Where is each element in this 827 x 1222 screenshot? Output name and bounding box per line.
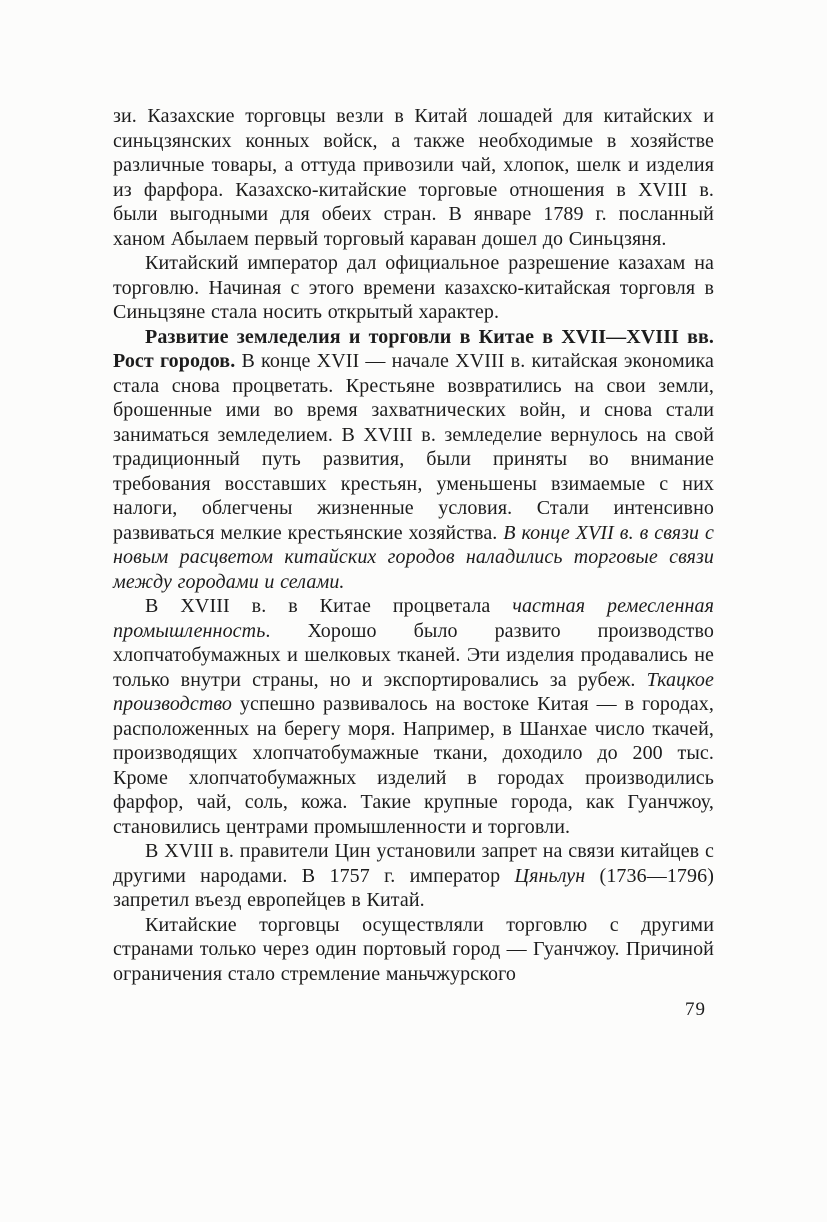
section-heading-run: Развитие земледелия и торговли в Китае в XVII—XVIII вв. Рост городов. — [113, 325, 714, 372]
page-number: 79 — [685, 999, 706, 1020]
text-block — [113, 104, 714, 1021]
paragraph-qing-ban — [113, 839, 714, 913]
text-run: В конце XVII — начале XVIII в. китайская экономика стала снова процветать. Крестьяне возвратились на свои земли, брошенные ими во время захватнических войн, и снова стали заниматься земледелием. В XVIII в. земледелие вернулось на свой традиционный путь развития, были приняты во внимание требования восставших крестьян, уменьшены взимаемые с них налоги, облегчены жизненные условия. Стали интенсивно развиваться мелкие крестьянские хозяйства. — [113, 350, 715, 544]
text-run: успешно развивалось на востоке Китая — в городах, расположенных на берегу моря. Например, в Шанхае число ткачей, производящих хлопчатобумажные ткани, доходило до 200 тыс. Кроме хлопчатобумажных изделий в городах производились фарфор, чай, соль, кожа. Такие крупные города, как Гуанчжоу, становились центрами промышленности и торговли. — [113, 693, 714, 838]
paragraph-kazakh-trade — [113, 104, 714, 251]
text-run-italic: В конце XVII в. в связи с новым расцветом китайских городов наладились торговые связи между городами и селами. — [113, 521, 714, 593]
text-run: . Хорошо было развито производство хлопчатобумажных и шелковых тканей. Эти изделия продавались не только внутри страны, но и экспортировались за рубеж. — [113, 619, 714, 691]
text-run: Китайские торговцы осуществляли торговлю с другими странами только через один портовый город — Гуанчжоу. Причиной ограничения стало стремление маньчжурского — [113, 913, 714, 985]
text-run: (1736—1796) запретил въезд европейцев в Китай. — [113, 864, 714, 911]
paragraph-private-industry — [113, 594, 714, 839]
text-run: зи. Казахские торговцы везли в Китай лошадей для китайских и синьцзянских конных войск, а также необходимые в хозяйстве различные товары, а оттуда привозили чай, хлопок, шелк и изделия из фарфора. Казахско-китайские торговые отношения в XVIII в. были выгодными для обеих стран. В январе 1789 г. посланный ханом Абылаем первый торговый караван дошел до Синьцзяня. — [113, 105, 714, 250]
paragraph-port-trade — [113, 913, 714, 987]
text-run-italic: Цяньлун — [514, 864, 586, 887]
text-run-italic: Ткацкое производство — [113, 668, 714, 715]
text-run-italic: частная ремесленная промышленность — [113, 595, 714, 642]
text-run: В XVIII в. правители Цин установили запрет на связи китайцев с другими народами. В 1757 г. император — [113, 840, 714, 887]
paragraph-emperor-permission — [113, 251, 714, 325]
text-run: В XVIII в. в Китае процветала — [145, 595, 513, 617]
paragraph-agriculture-development — [113, 325, 714, 595]
text-run: Китайский император дал официальное разрешение казахам на торговлю. Начиная с этого времени казахско-китайская торговля в Синьцзяне стала носить открытый характер. — [113, 252, 714, 323]
